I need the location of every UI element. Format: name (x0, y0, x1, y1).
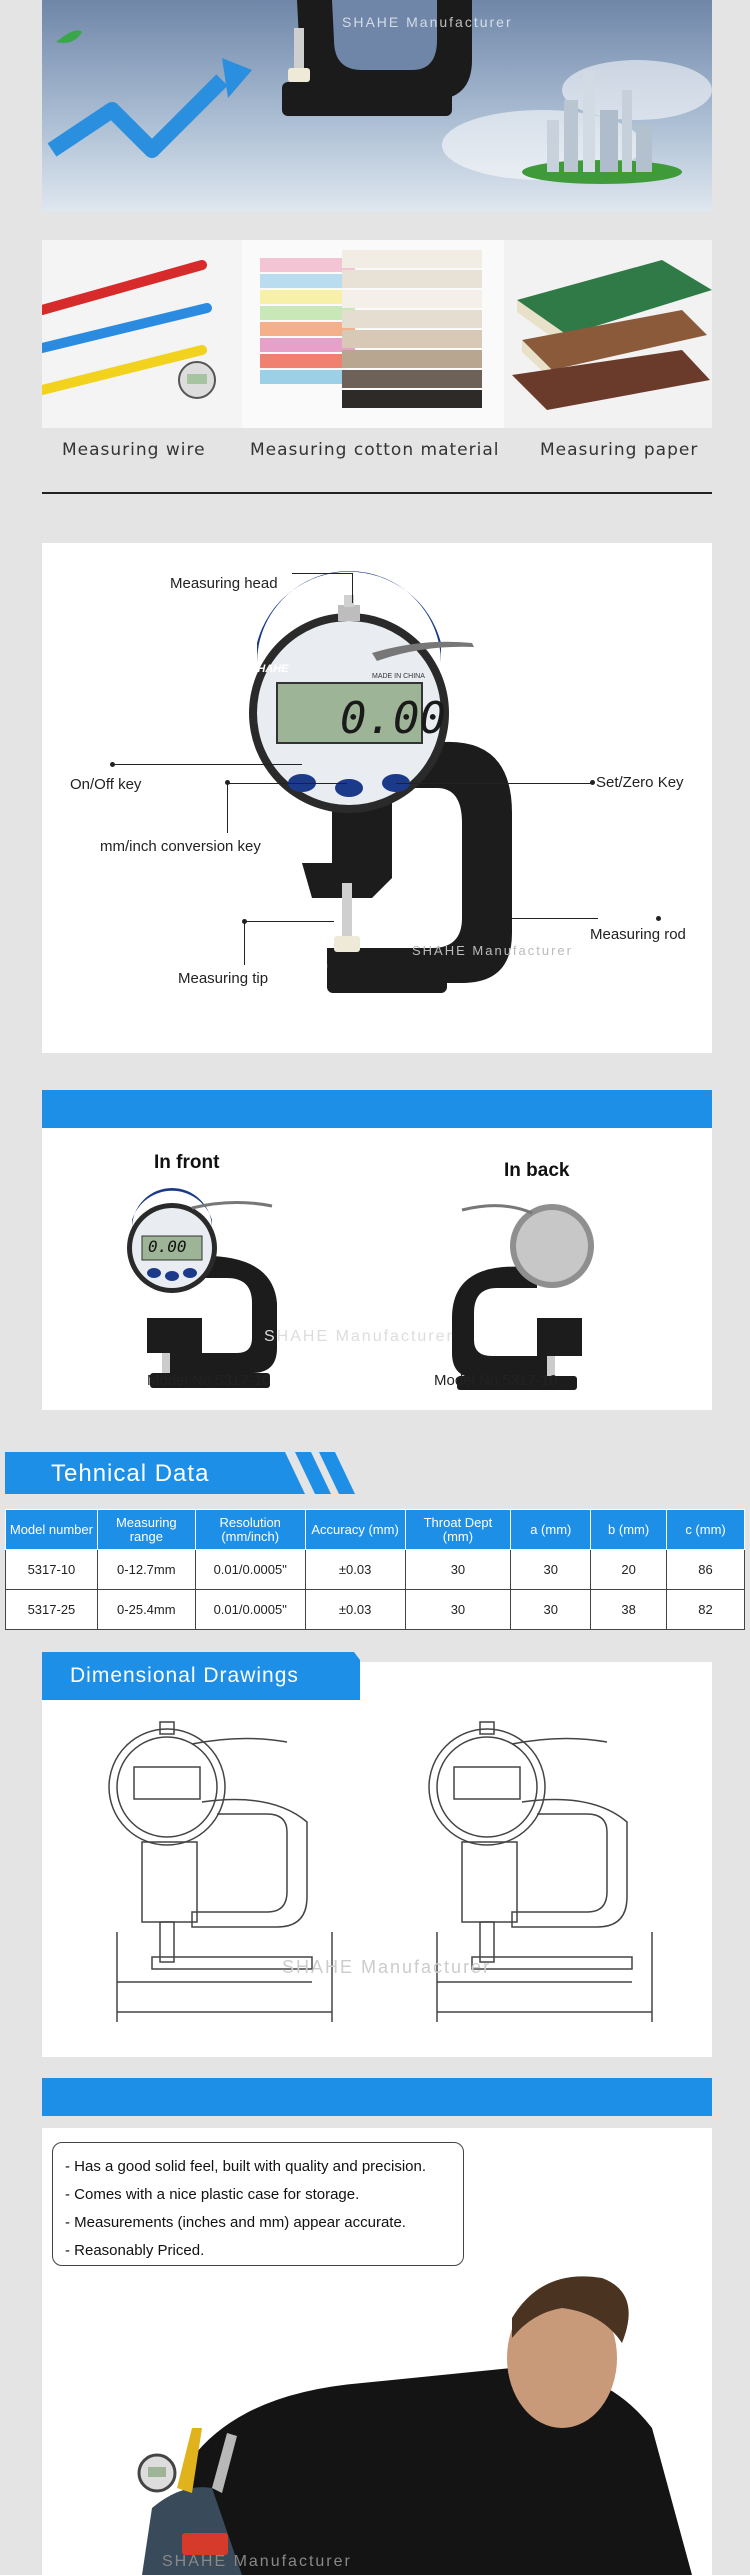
leader-dot (590, 780, 595, 785)
front-model-label: Model No.5317-10 (147, 1372, 271, 1389)
views-watermark: SHAHE Manufacturer (264, 1328, 454, 1345)
back-model-label: Model No.5317-10 (434, 1372, 558, 1389)
leader-line (227, 783, 347, 784)
dimensional-watermark: SHAHE Manufacturer (282, 1957, 492, 1977)
gauge-display: 0.00 (340, 693, 446, 744)
leader-line (227, 783, 228, 833)
list-item: - Has a good solid feel, built with quality and precision. (65, 2158, 427, 2175)
col-header: c (mm) (667, 1510, 745, 1550)
table-row (6, 1550, 745, 1590)
features-header-bar (42, 2078, 712, 2116)
spec-header-row (6, 1510, 745, 1550)
dimensional-illustration (42, 1662, 712, 2057)
table-cell: 38 (591, 1590, 667, 1630)
table-cell: 0.01/0.0005" (195, 1550, 305, 1590)
sample-label-wire: Measuring wire (62, 440, 206, 460)
table-cell: 30 (405, 1550, 511, 1590)
label-measuring-tip: Measuring tip (178, 970, 269, 987)
col-header: Resolution (mm/inch) (195, 1510, 305, 1550)
table-cell: 86 (667, 1550, 745, 1590)
col-header: b (mm) (591, 1510, 667, 1550)
diagram-watermark: SHAHE Manufacturer (412, 943, 573, 958)
views-header-bar (42, 1090, 712, 1128)
table-cell: 5317-25 (6, 1590, 98, 1630)
list-item: - Comes with a nice plastic case for storage. (65, 2186, 360, 2203)
gauge-made-in: MADE IN CHINA (372, 673, 425, 680)
label-set-zero-key: Set/Zero Key (596, 774, 684, 791)
leader-line (244, 921, 245, 965)
table-cell: 0.01/0.0005" (195, 1590, 305, 1630)
list-item: - Reasonably Priced. (65, 2242, 205, 2259)
label-mm-inch-key: mm/inch conversion key (100, 838, 261, 855)
table-cell: 30 (511, 1590, 591, 1630)
features-list (52, 2142, 464, 2266)
table-cell: 0-25.4mm (97, 1590, 195, 1630)
table-cell: 5317-10 (6, 1550, 98, 1590)
gauge-brand: SHAHE (250, 663, 289, 675)
section-divider (42, 492, 712, 494)
table-cell: 30 (511, 1550, 591, 1590)
col-header: Model number (6, 1510, 98, 1550)
views-panel (42, 1128, 712, 1410)
col-header: Throat Dept (mm) (405, 1510, 511, 1550)
leader-line (292, 573, 352, 574)
features-watermark: SHAHE Manufacturer (162, 2553, 352, 2570)
sample-images (42, 240, 712, 428)
list-item: - Measurements (inches and mm) appear accurate. (65, 2214, 406, 2231)
dimensional-panel (42, 1662, 712, 2057)
leader-line (512, 918, 598, 919)
views-illustration (42, 1128, 712, 1410)
col-header: a (mm) (511, 1510, 591, 1550)
col-header: Accuracy (mm) (305, 1510, 405, 1550)
table-cell: ±0.03 (305, 1550, 405, 1590)
hero-graphic (42, 0, 712, 212)
gauge-illustration (42, 543, 712, 1053)
tech-data-banner (5, 1452, 365, 1494)
table-cell: 82 (667, 1590, 745, 1630)
table-cell: 30 (405, 1590, 511, 1630)
leader-line (112, 764, 302, 765)
dimensional-title: Dimensional Drawings (70, 1664, 299, 1687)
tech-data-title: Tehnical Data (51, 1460, 210, 1487)
front-view-title: In front (154, 1152, 220, 1173)
table-cell: 20 (591, 1550, 667, 1590)
hero-banner (42, 0, 712, 212)
label-measuring-head: Measuring head (170, 575, 278, 592)
col-header: Measuring range (97, 1510, 195, 1550)
spec-table (5, 1509, 745, 1630)
label-measuring-rod: Measuring rod (590, 926, 686, 943)
table-cell: 0-12.7mm (97, 1550, 195, 1590)
sample-label-paper: Measuring paper (540, 440, 699, 460)
front-gauge-display: 0.00 (148, 1237, 187, 1256)
leader-line (244, 921, 334, 922)
hero-watermark: SHAHE Manufacturer (342, 14, 513, 30)
back-view-title: In back (504, 1160, 570, 1181)
leader-line (396, 783, 592, 784)
samples-graphic (42, 240, 712, 428)
label-on-off-key: On/Off key (70, 776, 142, 793)
table-row (6, 1590, 745, 1630)
sample-label-cotton: Measuring cotton material (250, 440, 500, 460)
leader-line (352, 573, 353, 603)
table-cell: ±0.03 (305, 1590, 405, 1630)
leader-dot (656, 916, 661, 921)
parts-diagram (42, 543, 712, 1053)
dimensional-banner (42, 1652, 360, 1700)
